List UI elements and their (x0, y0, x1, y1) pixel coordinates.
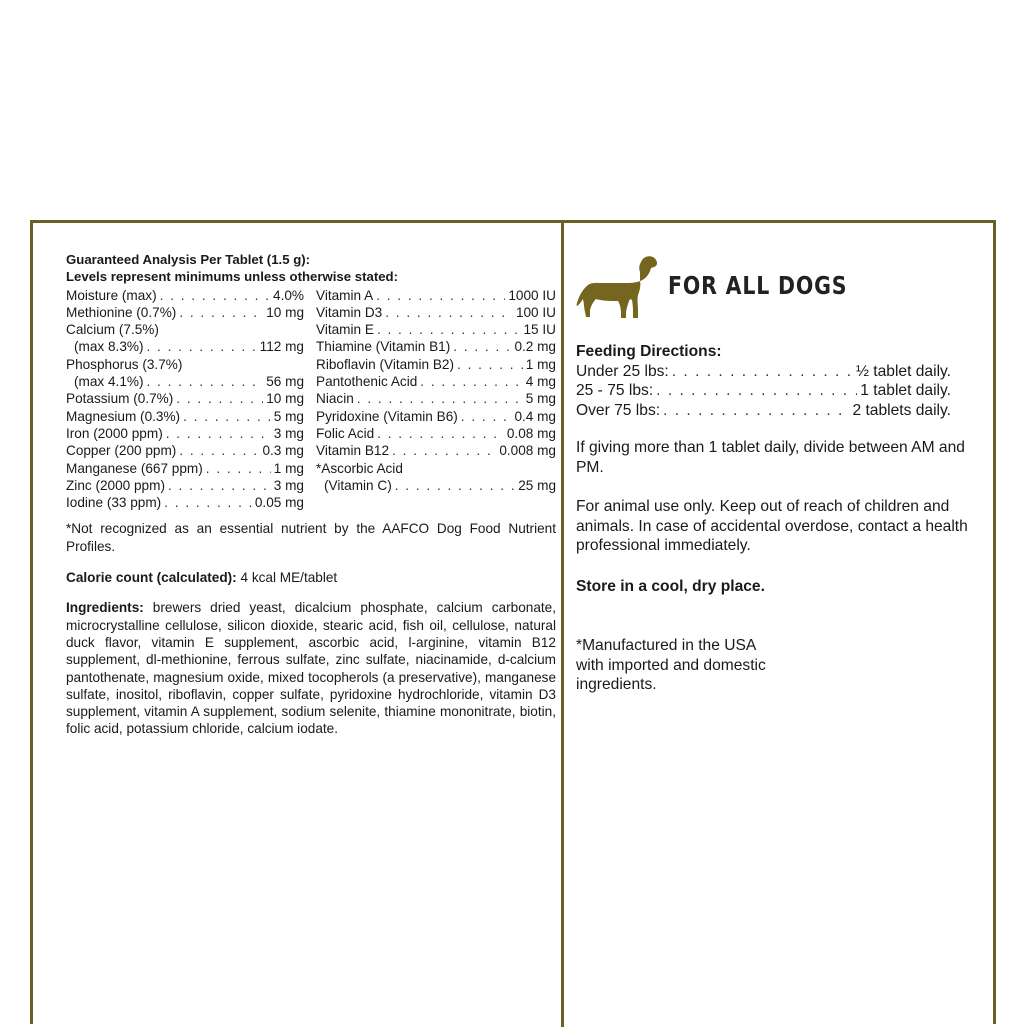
nutrient-name: Copper (200 ppm) (66, 443, 177, 459)
dot-leader (420, 373, 522, 390)
ingredients-label: Ingredients: (66, 600, 144, 616)
nutrient-name: Riboflavin (Vitamin B2) (316, 356, 455, 372)
nutrient-name: Vitamin D3 (316, 304, 383, 320)
nutrient-name: Zinc (2000 ppm) (66, 477, 165, 493)
nutrient-row (316, 287, 556, 304)
nutrient-value: 56 mg (266, 374, 304, 390)
nutrient-name: Folic Acid (316, 425, 375, 441)
dot-leader (656, 381, 857, 401)
calorie-label: Calorie count (calculated): (66, 570, 237, 586)
dot-leader (385, 304, 513, 321)
nutrient-row (66, 338, 304, 355)
feeding-row (576, 362, 951, 382)
dot-leader (147, 373, 264, 390)
nutrient-name: Moisture (max) (66, 287, 157, 303)
nutrient-value: 25 mg (518, 477, 556, 493)
analysis-header: Guaranteed Analysis Per Tablet (1.5 g): (66, 252, 311, 267)
nutrient-row (316, 304, 556, 321)
calorie-value: 4 kcal ME/tablet (236, 570, 338, 586)
panel-divider (561, 223, 564, 1027)
nutrient-row (66, 460, 304, 477)
nutrient-value: 0.3 mg (262, 443, 304, 459)
nutrient-row (66, 477, 304, 494)
nutrient-row (316, 338, 556, 355)
nutrient-row (66, 408, 304, 425)
nutrient-value: 4 mg (525, 374, 556, 390)
nutrient-row (316, 373, 556, 390)
nutrient-name: Calcium (7.5%) (66, 322, 159, 338)
feeding-table (576, 362, 981, 421)
nutrient-value: 5 mg (273, 408, 304, 424)
dot-leader (179, 304, 263, 321)
nutrient-row (66, 304, 304, 321)
nutrient-value: 3 mg (273, 477, 304, 493)
storage-text: Store in a cool, dry place. (576, 577, 765, 595)
warning-text: For animal use only. Keep out of reach of children and animals. In case of accidental overdose, contact a health professional immediately. (576, 498, 968, 554)
directions-panel (576, 251, 981, 695)
nutrient-row (316, 408, 556, 425)
divide-note: If giving more than 1 tablet daily, divide between AM and PM. (576, 439, 965, 476)
nutrient-value: 4.0% (273, 287, 304, 303)
nutrient-value: 3 mg (273, 425, 304, 441)
nutrient-row (66, 425, 304, 442)
nutrient-value: 0.4 mg (514, 408, 556, 424)
nutrient-value: 10 mg (266, 304, 304, 320)
nutrient-name: (max 8.3%) (74, 339, 144, 355)
dot-leader (663, 401, 849, 421)
nutrient-name: Methionine (0.7%) (66, 304, 177, 320)
feeding-row (576, 381, 951, 401)
nutrient-value: 0.05 mg (254, 495, 304, 511)
nutrient-name: Pantothenic Acid (316, 374, 418, 390)
nutrient-name: Pyridoxine (Vitamin B6) (316, 408, 458, 424)
nutrient-row (66, 373, 304, 390)
dot-leader (672, 362, 853, 382)
feeding-row (576, 401, 951, 421)
nutrient-name: *Ascorbic Acid (316, 460, 403, 476)
nutrient-row (66, 356, 304, 373)
nutrient-value: 15 IU (523, 322, 556, 338)
dot-leader (392, 442, 496, 459)
analysis-panel (66, 251, 556, 738)
nutrient-row (66, 287, 304, 304)
nutrient-column-vitamins (316, 287, 556, 512)
nutrient-row (316, 460, 556, 477)
feeding-weight: Under 25 lbs: (576, 362, 669, 380)
nutrient-name: Vitamin B12 (316, 443, 390, 459)
analysis-subheader: Levels represent minimums unless otherwise stated: (66, 269, 398, 285)
nutrient-row (316, 477, 556, 494)
dot-leader (395, 477, 515, 494)
dot-leader (457, 356, 523, 373)
nutrient-value: 1 mg (525, 356, 556, 372)
nutrient-row (66, 390, 304, 407)
calorie-count (66, 569, 556, 586)
dot-leader (147, 338, 257, 355)
nutrient-row (66, 442, 304, 459)
nutrient-value: 1 mg (273, 460, 304, 476)
dot-leader (461, 408, 512, 425)
dot-leader (176, 390, 263, 407)
nutrient-name: (Vitamin C) (324, 477, 392, 493)
dot-leader (160, 287, 270, 304)
nutrient-value: 1000 IU (508, 287, 556, 303)
dot-leader (166, 425, 271, 442)
feeding-weight: Over 75 lbs: (576, 401, 661, 419)
nutrient-table (66, 287, 556, 512)
nutrient-name: Potassium (0.7%) (66, 391, 174, 407)
nutrient-value: 0.008 mg (499, 443, 556, 459)
nutrient-value: 112 mg (259, 339, 304, 355)
dot-leader (164, 494, 252, 511)
dot-leader (377, 321, 521, 338)
nutrient-row (316, 425, 556, 442)
manufactured-note: *Manufactured in the USA with imported and domestic ingredients. (576, 637, 766, 693)
ingredients (66, 599, 556, 737)
feeding-weight: 25 - 75 lbs: (576, 382, 654, 399)
feeding-dose: 2 tablets daily. (852, 401, 951, 419)
nutrient-name: Thiamine (Vitamin B1) (316, 339, 451, 355)
nutrient-row (316, 442, 556, 459)
nutrient-name: Vitamin A (316, 287, 374, 303)
nutrient-value: 0.08 mg (506, 425, 556, 441)
nutrient-name: Iron (2000 ppm) (66, 425, 163, 441)
nutrient-row (66, 321, 304, 338)
dot-leader (206, 460, 271, 477)
nutrient-value: 0.2 mg (514, 339, 556, 355)
nutrient-row (316, 390, 556, 407)
nutrient-name: Niacin (316, 391, 354, 407)
product-label (30, 220, 996, 1024)
nutrient-value: 5 mg (525, 391, 556, 407)
brand-title: FOR ALL DOGS (668, 271, 848, 301)
dot-leader (183, 408, 271, 425)
nutrient-name: Iodine (33 ppm) (66, 495, 162, 511)
nutrient-name: (max 4.1%) (74, 374, 144, 390)
nutrient-value: 10 mg (266, 391, 304, 407)
feeding-title: Feeding Directions: (576, 343, 722, 360)
nutrient-row (316, 321, 556, 338)
nutrient-name: Phosphorus (3.7%) (66, 356, 183, 372)
dog-icon (574, 252, 660, 320)
dot-leader (453, 338, 511, 355)
footnote: *Not recognized as an essential nutrient by the AAFCO Dog Food Nutrient Profiles. (66, 521, 556, 554)
nutrient-column-minerals (66, 287, 304, 512)
feeding-dose: 1 tablet daily. (860, 382, 951, 399)
nutrient-row (66, 494, 304, 511)
dot-leader (179, 442, 259, 459)
dot-leader (377, 425, 504, 442)
feeding-dose: ½ tablet daily. (855, 362, 951, 380)
dot-leader (168, 477, 271, 494)
dot-leader (376, 287, 505, 304)
nutrient-name: Manganese (667 ppm) (66, 460, 203, 476)
nutrient-value: 100 IU (515, 304, 556, 320)
ingredients-text: brewers dried yeast, dicalcium phosphate, calcium carbonate, microcrystalline cellulose, silicon dioxide, stearic acid, fish oil, cellulose, natural duck flavor, vitamin E supplement, ascorbic acid, l-arginine, vitamin B12 supplement, dl-methionine, ferrous sulfate, zinc sulfate, niacinamide, d-calcium pantothenate, magnesium oxide, mixed tocopherols (a preservative), manganese sulfate, inositol, riboflavin, copper sulfate, pyridoxine hydrochloride, vitamin D3 supplement, vitamin A supplement, sodium selenite, thiamine mononitrate, biotin, folic acid, potassium chloride, calcium iodate. (66, 600, 556, 737)
nutrient-name: Vitamin E (316, 322, 374, 338)
nutrient-name: Magnesium (0.3%) (66, 408, 181, 424)
brand-row (576, 251, 981, 321)
dot-leader (357, 390, 523, 407)
nutrient-row (316, 356, 556, 373)
